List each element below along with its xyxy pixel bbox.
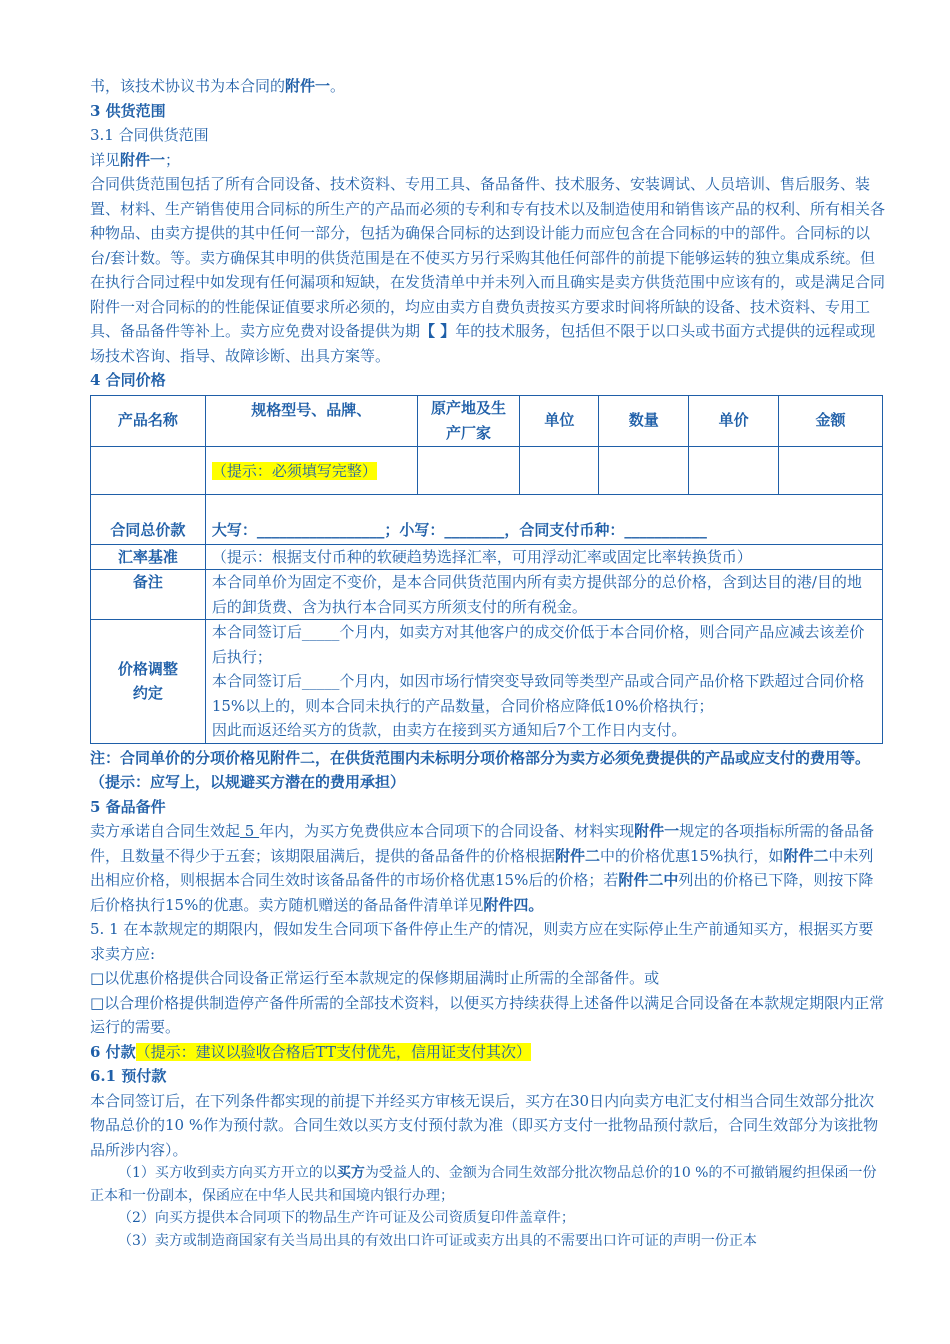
intro-tail: 书，该技术协议书为本合同的附件一。 — [90, 77, 346, 95]
fill-hint: （提示：必须填写完整） — [211, 461, 377, 480]
price-table-row — [91, 446, 883, 494]
condition-2: （2）向买方提供本合同项下的物品生产许可证及公司资质复印件盖章件； — [118, 1210, 575, 1226]
see-attachment: 详见附件一； — [90, 150, 181, 169]
exchange-rate-row — [91, 544, 883, 570]
exchange-rate-hint: （提示：根据支付币种的软硬趋势选择汇率，可用浮动汇率或固定比率转换货币） — [205, 544, 882, 570]
spare-parts-option-2[interactable]: □以合理价格提供制造停产备件所需的全部技术资料，以便买方持续获得上述备件以满足合同设备在本款规定期限内正常运行的需要。 — [90, 993, 885, 1036]
advance-payment-paragraph: 本合同签订后，在下列条件都实现的前提下并经买方审核无误后，买方在30日内向卖方电汇支付相当合同生效部分批次物品总价的10 %作为预付款。合同生效以买方支付预付款为准（即买方支付一批物品预付款后，合同生效部分为该批物品所涉内容）。 — [90, 1091, 879, 1159]
header-unit-price: 单价 — [689, 395, 779, 446]
price-table-header — [91, 395, 883, 446]
price-footnote: 注：合同单价的分项价格见附件二，在供货范围内未标明分项价格部分为卖方必须免费提供的产品或应支付的费用等。（提示：应写上，以规避买方潜在的费用承担） — [90, 748, 871, 791]
document-page — [90, 74, 885, 1252]
total-price-label: 合同总价款 — [91, 494, 206, 544]
section-3-title: 3 供货范围 — [90, 101, 166, 120]
header-spec: 规格型号、品牌、 — [205, 395, 417, 446]
remarks-text: 本合同单价为固定不变价，是本合同供货范围内所有卖方提供部分的总价格，含到达目的港/目的地后的卸货费、含为执行本合同买方所须支付的所有税金。 — [205, 570, 882, 620]
spare-parts-option-1[interactable]: □以优惠价格提供合同设备正常运行至本款规定的保修期届满时止所需的全部备件。或 — [90, 969, 660, 987]
product-name-cell[interactable] — [91, 446, 206, 494]
price-adjustment-label: 价格调整 约定 — [91, 620, 206, 744]
exchange-rate-label: 汇率基准 — [91, 544, 206, 570]
section-6-title: 6 付款（提示：建议以验收合格后TT支付优先，信用证支付其次） — [90, 1042, 531, 1061]
unit-price-cell[interactable] — [689, 446, 779, 494]
header-unit: 单位 — [520, 395, 599, 446]
supply-scope-paragraph: 合同供货范围包括了所有合同设备、技术资料、专用工具、备品备件、技术服务、安装调试、人员培训、售后服务、装置、材料、生产销售使用合同标的所生产的产品而必须的专利和专有技术以及制造使用和销售该产品的权利、所有相关各种物品、由卖方提供的其中任何一部分，包括为确保合同标的达到设计能力而应包含在合同标的中的部件。合同标的以台/套计数。等。卖方确保其申明的供货范围是在不使买方另行采购其他任何部件的前提下能够运转的独立集成系统。但在执行合同过程中如发现有任何漏项和短缺，在发货清单中并未列入而且确实是卖方供货范围中应该有的，或是满足合同附件一对合同标的的性能保证值要求所必须的，均应由卖方自费负责按买方要求时间将所缺的设备、技术资料、专用工具、备品备件等补上。卖方应免费对设备提供为期【 】年的技术服务，包括但不限于以口头或书面方式提供的远程或现场技术咨询、指导、故障诊断、出具方案等。 — [90, 175, 886, 365]
condition-3: （3）卖方或制造商国家有关当局出具的有效出口许可证或卖方出具的不需要出口许可证的声明一份正本 — [118, 1232, 757, 1249]
price-table — [90, 395, 883, 744]
spare-parts-5-1: 5. 1 在本款规定的期限内，假如发生合同项下备件停止生产的情况，则卖方应在实际停止生产前通知买方，根据买方要求卖方应: — [90, 920, 874, 963]
origin-cell[interactable] — [417, 446, 520, 494]
header-amount: 金额 — [779, 395, 883, 446]
amount-cell[interactable] — [779, 446, 883, 494]
remarks-label: 备注 — [91, 570, 206, 620]
adjustment-clause-2: 本合同签订后_____个月内，如因市场行情突变导致同等类型产品或合同产品价格下跌超过合同价格15%以上的，则本合同未执行的产品数量，合同价格应降低10%价格执行； — [211, 672, 865, 715]
section-4-title: 4 合同价格 — [90, 371, 166, 389]
section-3-1-title: 3.1 合同供货范围 — [90, 126, 209, 144]
header-quantity: 数量 — [599, 395, 689, 446]
section-5-title: 5 备品备件 — [90, 797, 166, 816]
quantity-cell[interactable] — [599, 446, 689, 494]
price-adjustment-row — [91, 620, 883, 744]
total-price-fields[interactable]: 大写：_________________；小写：________，合同支付币种：___________ — [205, 494, 882, 544]
spec-cell[interactable] — [205, 446, 417, 494]
section-6-1-title: 6.1 预付款 — [90, 1067, 167, 1085]
total-price-row — [91, 494, 883, 544]
adjustment-clause-3: 因此而返还给买方的货款，由卖方在接到买方通知后7个工作日内支付。 — [211, 721, 687, 739]
header-origin: 原产地及生产厂家 — [417, 395, 520, 446]
header-product-name: 产品名称 — [91, 395, 206, 446]
payment-hint: （提示：建议以验收合格后TT支付优先，信用证支付其次） — [135, 1042, 531, 1061]
spare-parts-paragraph: 卖方承诺自合同生效起 5 年内，为买方免费供应本合同项下的合同设备、材料实现附件一规定的各项指标所需的备品备件，且数量不得少于五套；该期限届满后，提供的备品备件的价格根据附件二中的价格优惠15%执行，如附件二中未列出相应价格，则根据本合同生效时该备品备件的市场价格优惠15%后的价格；若附件二中列出的价格已下降，则按下降后价格执行15%的优惠。卖方随机赠送的备品备件清单详见附件四。 — [90, 822, 875, 914]
price-adjustment-text — [205, 620, 882, 744]
unit-cell[interactable] — [520, 446, 599, 494]
adjustment-clause-1: 本合同签订后_____个月内，如卖方对其他客户的成交价低于本合同价格，则合同产品应减去该差价后执行； — [211, 623, 865, 666]
remarks-row — [91, 570, 883, 620]
condition-1: （1）买方收到卖方向买方开立的以买方为受益人的、金额为合同生效部分批次物品总价的10 %的不可撤销履约担保函一份正本和一份副本，保函应在中华人民共和国境内银行办理； — [90, 1165, 877, 1204]
